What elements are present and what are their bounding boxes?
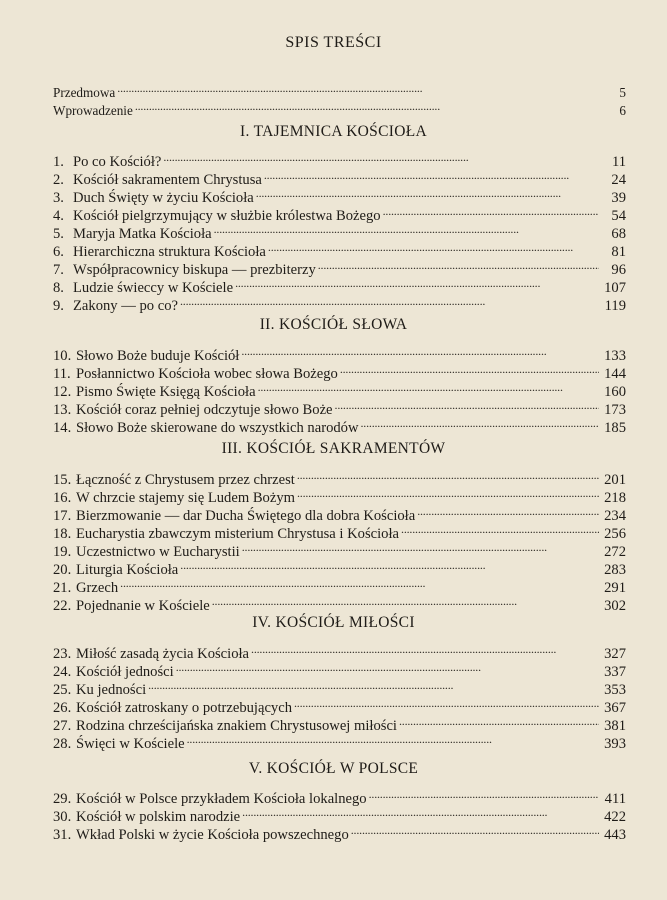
- entry-number: 18.: [53, 526, 72, 542]
- entry-title: Bierzmowanie — dar Ducha Świętego dla dobra Kościoła: [76, 508, 416, 524]
- entry-title: Po co Kościół?: [73, 154, 162, 170]
- entry-number: 14.: [53, 420, 72, 436]
- toc-entry: [53, 274, 626, 296]
- entry-page-number: 411: [604, 791, 626, 807]
- toc-entry: [53, 502, 626, 524]
- entry-page-number: 201: [604, 472, 626, 488]
- dot-leader: [256, 184, 599, 202]
- dot-leader: [251, 640, 599, 658]
- entry-title: Kościół coraz pełniej odczytuje słowo Boże: [76, 402, 333, 418]
- entry-number: 26.: [53, 700, 72, 716]
- entry-page-number: 302: [604, 598, 626, 614]
- entry-page-number: 291: [604, 580, 626, 596]
- entry-number: 7.: [53, 262, 64, 278]
- entry-number: 30.: [53, 809, 72, 825]
- entry-page-number: 337: [604, 664, 626, 680]
- toc-entry: [53, 378, 626, 400]
- entry-page-number: 185: [604, 420, 626, 436]
- dot-leader: [383, 202, 599, 220]
- entry-number: 28.: [53, 736, 72, 752]
- entry-title: Słowo Boże skierowane do wszystkich narodów: [76, 420, 359, 436]
- entry-number: 2.: [53, 172, 64, 188]
- entry-title: Święci w Kościele: [76, 736, 185, 752]
- dot-leader: [163, 148, 599, 166]
- entry-page-number: 11: [611, 154, 626, 170]
- toc-entry: [53, 148, 626, 170]
- toc-entry: [53, 202, 626, 224]
- entry-number: 1.: [53, 154, 64, 170]
- page-title: SPIS TREŚCI: [285, 34, 382, 51]
- entry-number: 17.: [53, 508, 72, 524]
- entry-number: 24.: [53, 664, 72, 680]
- entry-title: Kościół jedności: [76, 664, 174, 680]
- entry-number: 19.: [53, 544, 72, 560]
- entry-page-number: 256: [604, 526, 626, 542]
- entry-title: Miłość zasadą życia Kościoła: [76, 646, 250, 662]
- entry-page-number: 54: [611, 208, 626, 224]
- dot-leader: [242, 803, 599, 821]
- dot-leader: [294, 694, 599, 712]
- entry-number: 3.: [53, 190, 64, 206]
- entry-title: Kościół sakramentem Chrystusa: [73, 172, 262, 188]
- section-heading: II. KOŚCIÓŁ SŁOWA: [259, 316, 408, 333]
- dot-leader: [335, 396, 599, 414]
- section-heading: IV. KOŚCIÓŁ MIŁOŚCI: [252, 614, 415, 631]
- entry-page-number: 160: [604, 384, 626, 400]
- toc-entry: [53, 466, 626, 488]
- toc-entry: [53, 97, 626, 118]
- entry-number: 10.: [53, 348, 72, 364]
- entry-page-number: 234: [604, 508, 626, 524]
- dot-leader: [297, 484, 599, 502]
- entry-number: 11.: [53, 366, 71, 382]
- toc-entry: [53, 256, 626, 278]
- entry-title: Posłannictwo Kościoła wobec słowa Bożego: [76, 366, 338, 382]
- entry-page-number: 133: [604, 348, 626, 364]
- toc-entry: [53, 220, 626, 242]
- section-heading: V. KOŚCIÓŁ W POLSCE: [248, 760, 419, 777]
- entry-title: Pojednanie w Kościele: [76, 598, 210, 614]
- entry-title: Wkład Polski w życie Kościoła powszechnego: [76, 827, 349, 843]
- dot-leader: [399, 712, 599, 730]
- entry-title: Zakony — po co?: [73, 298, 178, 314]
- dot-leader: [369, 785, 599, 803]
- toc-entry: [53, 396, 626, 418]
- entry-number: 29.: [53, 791, 72, 807]
- dot-leader: [401, 520, 599, 538]
- entry-number: 31.: [53, 827, 72, 843]
- dot-leader: [318, 256, 599, 274]
- entry-page-number: 218: [604, 490, 626, 506]
- toc-entry: [53, 360, 626, 382]
- entry-title: Kościół w Polsce przykładem Kościoła lokalnego: [76, 791, 367, 807]
- toc-entry: [53, 79, 626, 100]
- entry-title: Rodzina chrześcijańska znakiem Chrystusowej miłości: [76, 718, 397, 734]
- entry-page-number: 107: [604, 280, 626, 296]
- dot-leader: [135, 97, 599, 115]
- dot-leader: [117, 79, 599, 97]
- entry-title: Liturgia Kościoła: [76, 562, 179, 578]
- dot-leader: [242, 538, 599, 556]
- dot-leader: [258, 378, 599, 396]
- entry-title: W chrzcie stajemy się Ludem Bożym: [76, 490, 295, 506]
- toc-entry: [53, 520, 626, 542]
- toc-entry: [53, 712, 626, 734]
- entry-number: 27.: [53, 718, 72, 734]
- dot-leader: [241, 342, 599, 360]
- toc-entry: [53, 184, 626, 206]
- entry-number: 9.: [53, 298, 64, 314]
- dot-leader: [340, 360, 599, 378]
- toc-entry: [53, 414, 626, 436]
- toc-entry: [53, 342, 626, 364]
- entry-page-number: 443: [604, 827, 626, 843]
- toc-entry: [53, 238, 626, 260]
- entry-page-number: 24: [611, 172, 626, 188]
- toc-entry: [53, 574, 626, 596]
- toc-entry: [53, 658, 626, 680]
- entry-page-number: 381: [604, 718, 626, 734]
- toc-entry: [53, 694, 626, 716]
- entry-page-number: 327: [604, 646, 626, 662]
- entry-number: 5.: [53, 226, 64, 242]
- entry-number: 15.: [53, 472, 72, 488]
- dot-leader: [351, 821, 599, 839]
- entry-page-number: 96: [611, 262, 626, 278]
- section-heading: I. TAJEMNICA KOŚCIOŁA: [240, 123, 427, 140]
- entry-number: 12.: [53, 384, 72, 400]
- entry-title: Duch Święty w życiu Kościoła: [73, 190, 254, 206]
- dot-leader: [120, 574, 599, 592]
- dot-leader: [297, 466, 599, 484]
- entry-number: 13.: [53, 402, 72, 418]
- entry-page-number: 119: [604, 298, 626, 314]
- entry-title: Kościół w polskim narodzie: [76, 809, 241, 825]
- entry-title: Kościół pielgrzymujący w służbie królestwa Bożego: [73, 208, 381, 224]
- entry-title: Pismo Święte Księgą Kościoła: [76, 384, 256, 400]
- entry-number: 23.: [53, 646, 72, 662]
- toc-entry: [53, 803, 626, 825]
- entry-page-number: 393: [604, 736, 626, 752]
- entry-page-number: 5: [619, 85, 626, 100]
- dot-leader: [235, 274, 599, 292]
- dot-leader: [268, 238, 599, 256]
- entry-page-number: 173: [604, 402, 626, 418]
- toc-entry: [53, 730, 626, 752]
- entry-number: 22.: [53, 598, 72, 614]
- entry-title: Eucharystia zbawczym misterium Chrystusa i Kościoła: [76, 526, 400, 542]
- entry-page-number: 39: [611, 190, 626, 206]
- entry-page-number: 353: [604, 682, 626, 698]
- entry-number: 21.: [53, 580, 72, 596]
- dot-leader: [417, 502, 599, 520]
- entry-title: Słowo Boże buduje Kościół: [76, 348, 240, 364]
- entry-number: 8.: [53, 280, 64, 296]
- entry-title: Kościół zatroskany o potrzebujących: [76, 700, 292, 716]
- entry-title: Hierarchiczna struktura Kościoła: [73, 244, 266, 260]
- entry-page-number: 367: [604, 700, 626, 716]
- section-heading: III. KOŚCIÓŁ SAKRAMENTÓW: [221, 440, 446, 457]
- toc-entry: [53, 640, 626, 662]
- entry-number: 20.: [53, 562, 72, 578]
- toc-entry: [53, 292, 626, 314]
- entry-title: Maryja Matka Kościoła: [73, 226, 212, 242]
- dot-leader: [180, 292, 599, 310]
- entry-number: 25.: [53, 682, 72, 698]
- toc-entry: [53, 821, 626, 843]
- dot-leader: [148, 676, 599, 694]
- toc-entry: [53, 785, 626, 807]
- toc-entry: [53, 556, 626, 578]
- entry-page-number: 81: [611, 244, 626, 260]
- entry-page-number: 68: [611, 226, 626, 242]
- entry-page-number: 283: [604, 562, 626, 578]
- entry-page-number: 422: [604, 809, 626, 825]
- dot-leader: [176, 658, 599, 676]
- entry-title: Grzech: [76, 580, 119, 596]
- dot-leader: [187, 730, 599, 748]
- entry-title: Ludzie świeccy w Kościele: [73, 280, 234, 296]
- dot-leader: [180, 556, 599, 574]
- entry-page-number: 6: [619, 103, 626, 118]
- toc-entry: [53, 538, 626, 560]
- entry-title: Łączność z Chrystusem przez chrzest: [76, 472, 295, 488]
- entry-title: Uczestnictwo w Eucharystii: [76, 544, 240, 560]
- entry-page-number: 144: [604, 366, 626, 382]
- entry-number: 6.: [53, 244, 64, 260]
- entry-title: Ku jedności: [76, 682, 147, 698]
- dot-leader: [361, 414, 600, 432]
- entry-title: Współpracownicy biskupa — prezbiterzy: [73, 262, 316, 278]
- dot-leader: [212, 592, 599, 610]
- entry-page-number: 272: [604, 544, 626, 560]
- toc-entry: [53, 166, 626, 188]
- entry-title: Wprowadzenie: [53, 103, 133, 118]
- toc-entry: [53, 484, 626, 506]
- toc-entry: [53, 592, 626, 614]
- entry-number: 4.: [53, 208, 64, 224]
- entry-title: Przedmowa: [53, 85, 116, 100]
- toc-entry: [53, 676, 626, 698]
- dot-leader: [214, 220, 599, 238]
- entry-number: 16.: [53, 490, 72, 506]
- dot-leader: [264, 166, 599, 184]
